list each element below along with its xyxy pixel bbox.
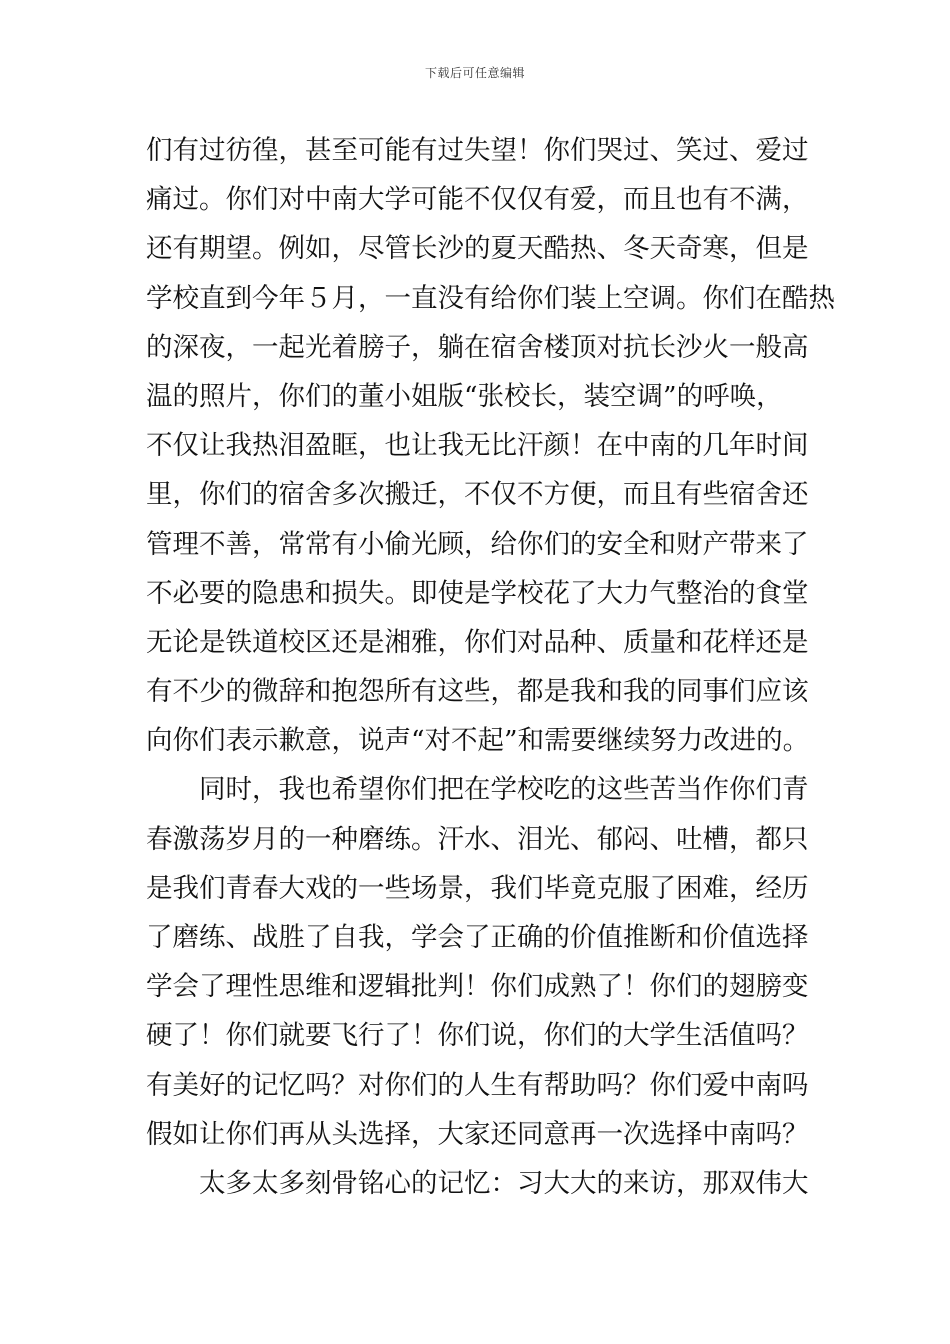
text-line: 的深夜，一起光着膀子，躺在宿舍楼顶对抗长沙火一般高 [146, 331, 809, 363]
text-line: 学校直到今年５月，一直没有给你们装上空调。你们在酷热 [146, 282, 835, 314]
text-line: 有不少的微辞和抱怨所有这些，都是我和我的同事们应该 [146, 676, 809, 708]
text-line: 春激荡岁月的一种磨练。汗水、泪光、郁闷、吐槽，都只 [146, 823, 809, 855]
text-line: 们有过彷徨，甚至可能有过失望！你们哭过、笑过、爱过 [146, 135, 809, 166]
text-line: 假如让你们再从头选择，大家还同意再一次选择中南吗？ [146, 1118, 809, 1150]
text-line: 温的照片，你们的董小姐版“张校长，装空调”的呼唤， [146, 380, 783, 412]
text-line: 学会了理性思维和逻辑批判！你们成熟了！你们的翅膀变 [146, 971, 809, 1003]
text-line: 无论是铁道校区还是湘雅，你们对品种、质量和花样还是 [146, 626, 809, 658]
text-line: 管理不善，常常有小偷光顾，给你们的安全和财产带来了 [146, 528, 809, 560]
text-line: 痛过。你们对中南大学可能不仅仅有爱，而且也有不满， [146, 184, 809, 216]
text-line: 了磨练、战胜了自我，学会了正确的价值推断和价值选择 [146, 922, 809, 953]
text-line: 向你们表示歉意，说声“对不起”和需要继续努力改进的。 [146, 725, 810, 757]
paragraph-start-line: 同时，我也希望你们把在学校吃的这些苦当作你们青 [199, 774, 809, 806]
text-line: 里，你们的宿舍多次搬迁，不仅不方便，而且有些宿舍还 [146, 479, 809, 511]
page-header-note: 下载后可任意编辑 [424, 66, 525, 80]
text-line: 不仅让我热泪盈眶，也让我无比汗颜！在中南的几年时间 [146, 430, 809, 462]
document-body [146, 126, 835, 1208]
text-line: 有美好的记忆吗？对你们的人生有帮助吗？你们爱中南吗 [146, 1069, 809, 1101]
paragraph-start-line: 太多太多刻骨铭心的记忆：习大大的来访，那双伟大 [199, 1167, 809, 1199]
text-line: 不必要的隐患和损失。即使是学校花了大力气整治的食堂 [146, 577, 809, 609]
text-line: 是我们青春大戏的一些场景，我们毕竟克服了困难，经历 [146, 872, 809, 904]
text-line: 还有期望。例如，尽管长沙的夏天酷热、冬天奇寒，但是 [146, 233, 809, 265]
text-line: 硬了！你们就要飞行了！你们说，你们的大学生活值吗？ [146, 1020, 809, 1052]
